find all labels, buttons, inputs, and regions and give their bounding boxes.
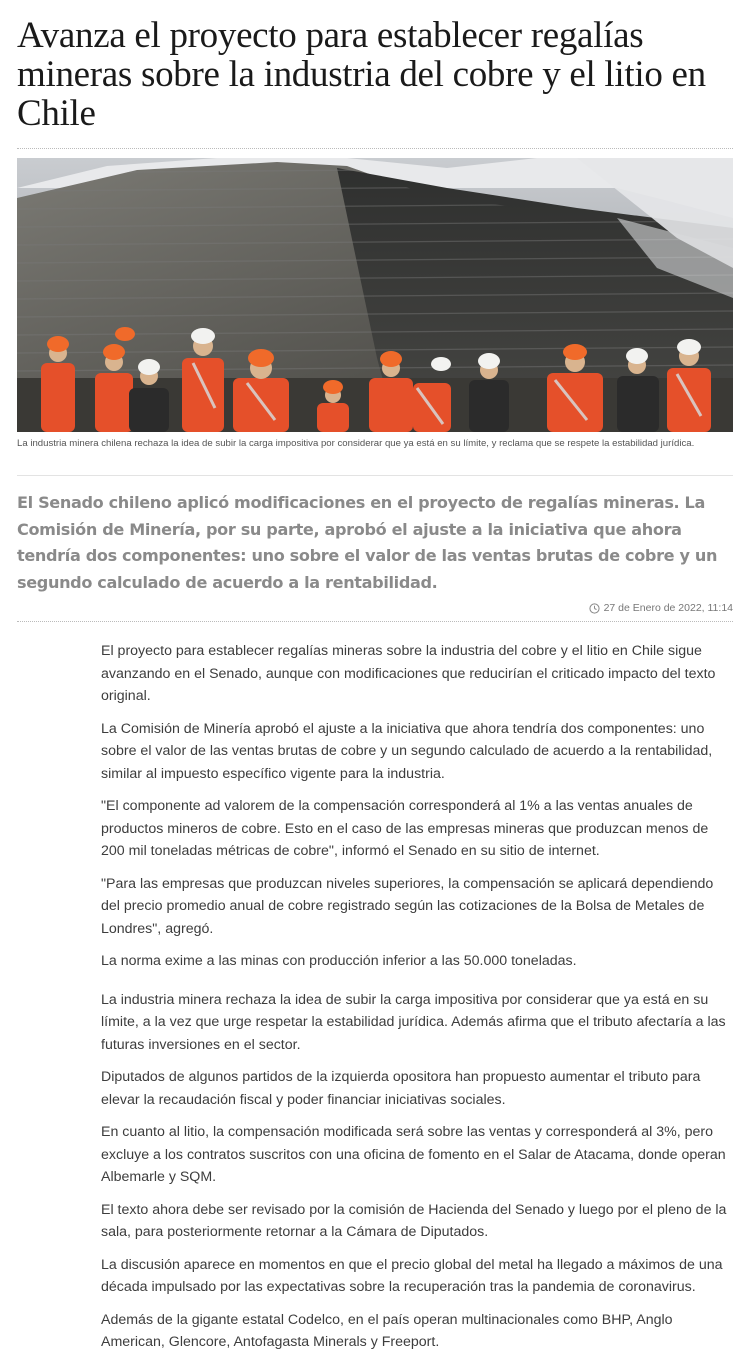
article-paragraph: La discusión aparece en momentos en que el precio global del metal ha llegado a máximos de una década impulsado por las expectativas sobre la recuperación tras la pandemia de coronavirus. (101, 1256, 723, 1295)
article-paragraph: "Para las empresas que produzcan niveles superiores, la compensación se aplicará dependiendo del precio promedio anual de cobre registrado según las cotizaciones de la Bolsa de Metales de Londres", agregó. (101, 875, 714, 937)
article-paragraph: El texto ahora debe ser revisado por la comisión de Hacienda del Senado y luego por el pleno de la sala, para posteriormente retornar a la Cámara de Diputados. (101, 1201, 727, 1240)
article-paragraph: En cuanto al litio, la compensación modificada será sobre las ventas y corresponderá al 3%, pero excluye a los contratos suscritos con una oficina de fomento en el Salar de Atacama, donde operan Albemarle y SQM. (101, 1124, 726, 1185)
mine-workers-image (17, 158, 733, 432)
article-paragraph: La industria minera rechaza la idea de subir la carga impositiva por considerar que ya está en su límite, a la vez que urge respetar la estabilidad jurídica. Además afirma que el tributo afectaría a las futuras inversiones en el sector. (101, 991, 726, 1053)
photo-caption: La industria minera chilena rechaza la idea de subir la carga impositiva por considerar que ya está en su límite, y reclama que se respete la estabilidad jurídica. (17, 438, 695, 449)
divider (17, 621, 733, 622)
article-lead: El Senado chileno aplicó modificaciones en el proyecto de regalías mineras. La Comisión de Minería, por su parte, aprobó el ajuste a la iniciativa que ahora tendría dos componentes: uno sobre el valor de las ventas brutas de cobre y un segundo calculado de acuerdo a la rentabilidad. (17, 493, 718, 592)
article-paragraph: El proyecto para establecer regalías mineras sobre la industria del cobre y el litio en Chile sigue avanzando en el Senado, aunque con modificaciones que reducirían el criticado impacto del texto original. (101, 643, 716, 704)
article-paragraph: Diputados de algunos partidos de la izquierda opositora han propuesto aumentar el tributo para elevar la recaudación fiscal y poder financiar iniciativas sociales. (101, 1069, 701, 1108)
article-headline: Avanza el proyecto para establecer regalías mineras sobre la industria del cobre y el litio en Chile (17, 15, 706, 134)
article-body (101, 640, 729, 1364)
clock-icon (589, 603, 600, 614)
publish-date-text: 27 de Enero de 2022, 11:14 (603, 602, 733, 614)
publish-date (589, 602, 733, 614)
article-paragraph: Además de la gigante estatal Codelco, en el país operan multinacionales como BHP, Anglo American, Glencore, Antofagasta Minerals y Freeport. (101, 1311, 673, 1350)
article-paragraph: "El componente ad valorem de la compensación corresponderá al 1% a las ventas anuales de productos mineros de cobre. Esto en el caso de las empresas mineras que produzcan menos de 200 mil toneladas métricas de cobre", informó el Senado en su sitio de internet. (101, 798, 709, 859)
divider (17, 475, 733, 476)
article-photo (17, 158, 733, 432)
divider (17, 148, 733, 149)
article-paragraph: La Comisión de Minería aprobó el ajuste a la iniciativa que ahora tendría dos componentes: uno sobre el valor de las ventas brutas de cobre y un segundo calculado de acuerdo a la rentabilidad, similar al impuesto específico vigente para la industria. (101, 720, 713, 782)
article-paragraph: La norma exime a las minas con producción inferior a las 50.000 toneladas. (101, 953, 577, 969)
